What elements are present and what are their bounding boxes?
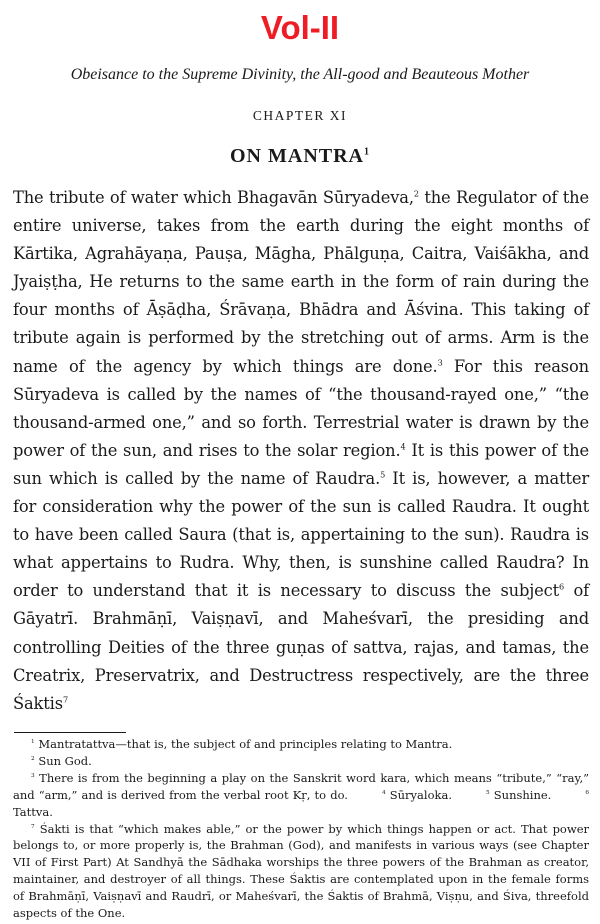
footnote-ref-2: 2 xyxy=(413,188,419,199)
footnote-number: 1 xyxy=(31,739,35,746)
footnote-ref-6: 6 xyxy=(559,581,565,592)
footnote-ref-5: 5 xyxy=(380,469,386,480)
footnote-text: Śakti is that “which makes able,” or the power by which things happen or act. That power belongs to, or more properly is, the Brahman (God), and manifests in various ways (see Chapter VII of First Part) At Sandhyā the Sādhaka worships the three powers of the Brahman as creator, maintainer, and destroyer of all things. These Śaktis are contemplated upon in the female forms of Brahmāṇī, Vaiṣṇavī and Raudrī, or Maheśvarī, the Śaktis of Brahmā, Viṣṇu, and Śiva, threefold aspects of the One. xyxy=(13,821,589,921)
body-text-4: It is this power of the sun which is called by the name of Raudra. xyxy=(13,440,589,488)
footnote-ref-3: 3 xyxy=(437,357,443,368)
footnote-text: Sun God. xyxy=(34,753,92,768)
footnote-text: Sūryaloka. xyxy=(385,787,452,802)
footnote-number: 7 xyxy=(31,823,35,830)
footnote-number: 3 xyxy=(31,772,35,779)
footnote-number: 6 xyxy=(585,789,589,796)
footnote-ref-4: 4 xyxy=(400,441,406,452)
footnote-text: There is from the beginning a play on the Sanskrit word kara, which means “tribute,” “ray,” and “arm,” and is derived from the verbal root Kṛ, to do. xyxy=(13,770,589,802)
invocation-subtitle: Obeisance to the Supreme Divinity, the All-good and Beauteous Mother xyxy=(70,66,530,83)
footnote-text: Mantratattva—that is, the subject of and principles relating to Mantra. xyxy=(34,737,453,751)
chapter-title xyxy=(0,143,600,169)
footnote-text: Tattva. xyxy=(13,804,53,819)
footnote-ref-1: 1 xyxy=(364,146,370,158)
footnote-text: Sunshine. xyxy=(489,787,552,802)
footnotes xyxy=(13,736,589,922)
body-text-2: the Regulator of the entire universe, takes from the earth during the eight months of Kārtika, Agrahāyaṇa, Pauṣa, Māgha, Phālguṇa, Caitra, Vaiśākha, and Jyaiṣṭha, He returns to the same earth in the form of rain during the four months of Āṣāḍha, Śrāvaṇa, Bhādra and Āśvina. This taking of tribute again is performed by the stretching out of arms. Arm is the name of the agency by which things are done. xyxy=(13,188,589,376)
footnote-divider xyxy=(14,732,126,733)
body-text-6: of Gāyatrī. Brahmāṇī, Vaiṣṇavī, and Maheśvarī, the presiding and controlling Deities of the three guṇas of sattva, rajas, and tamas, the Creatrix, Preservatrix, and Destructress respectively, are the three Śaktis xyxy=(13,581,589,713)
footnote-3-4-5-6 xyxy=(13,770,589,821)
chapter-number: CHAPTER XI xyxy=(252,108,348,123)
body-text-1: The tribute of water which Bhagavān Sūryadeva, xyxy=(13,188,414,207)
footnote-number: 4 xyxy=(381,789,386,796)
body-paragraph xyxy=(13,184,589,718)
volume-label: Vol-II xyxy=(260,9,340,46)
footnote-2 xyxy=(13,753,589,770)
body-text-3: For this reason Sūryadeva is called by the names of “the thousand-rayed one,” “the thousand-armed one,” and so forth. Terrestrial water is drawn by the power of the sun, and rises to the solar region. xyxy=(13,356,589,460)
footnote-7 xyxy=(13,821,589,922)
footnote-1 xyxy=(13,736,589,753)
chapter-title-text: ON MANTRA xyxy=(230,145,364,167)
footnote-number: 5 xyxy=(485,789,490,796)
footnote-number: 2 xyxy=(31,756,35,763)
footnote-ref-7: 7 xyxy=(62,694,68,705)
body-text-5: It is, however, a matter for consideration why the power of the sun is called Raudra. It ought to have been called Saura (that is, appertaining to the sun). Raudra is what appertains to Rudra. Why, then, is sunshine called Raudra? In order to understand that it is necessary to discuss the subject xyxy=(13,468,589,601)
